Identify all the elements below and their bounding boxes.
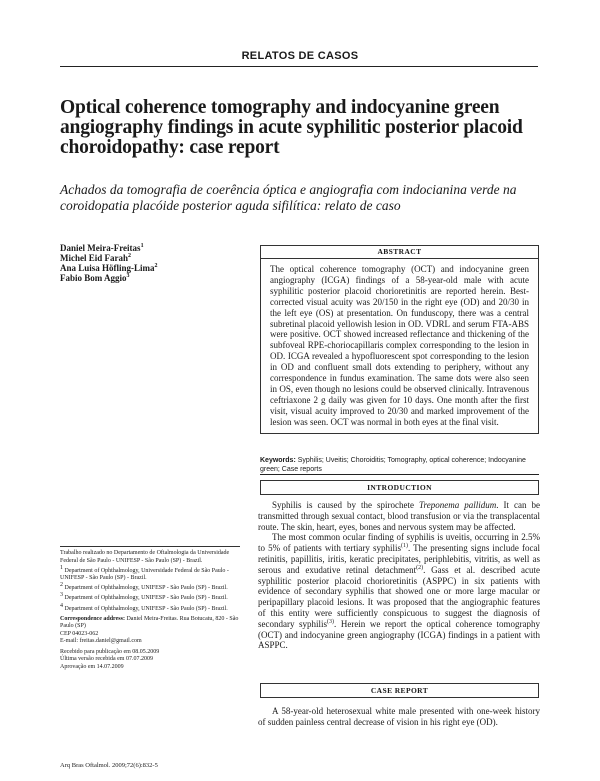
affiliation: 4 Department of Ophthalmology, UNIFESP - São Paulo (SP) - Brazil.	[60, 602, 228, 612]
author: Michel Eid Farah$^2$	[60, 253, 131, 263]
keywords	[260, 456, 539, 474]
header-rule	[60, 66, 538, 67]
notes-rule	[60, 546, 240, 547]
abstract-text: The optical coherence tomography (OCT) and indocyanine green angiography (ICGA) findings of a 58-year-old male with acute syphilitic posterior placoid chorioretinitis are reported herein. Best-corrected visual acuity was 20/150 in the right eye (OD) and 20/30 in the left eye (OS) at presentation. On funduscopy, there was a central subretinal placoid yellowish lesion in OD. VDRL and serum FTA-ABS were positive. OCT showed increased reflectance and thickening of the subfoveal RPE-choriocapillaris complex corresponding to the lesion in OD. ICGA revealed a hypofluorescent spot corresponding to the lesion in OD and confluent small dots extending to periphery, without any correspondence in fundus examination. The same dots were also seen in OS, even though no lesions could be observed clinically. Intravenous ceftriaxone 2 g daily was given for 10 days. One month after the first visit, visual acuity improved to 20/30 and marked improvement of the lesion was seen. OCT was normal in both eyes at the final visit.	[270, 264, 529, 427]
cep: CEP 04023-062	[60, 630, 99, 637]
keywords-text: Syphilis; Uveitis; Choroiditis; Tomography, optical coherence; Indocyanine green; Case reports	[260, 457, 526, 473]
introduction-body	[258, 500, 540, 651]
keywords-rule	[260, 474, 539, 475]
case-report-heading: CASE REPORT	[260, 683, 539, 698]
article-notes	[60, 550, 240, 674]
email: E-mail: freitas.daniel@gmail.com	[60, 638, 142, 645]
received-date: Recebido para publicação em 08.05.2009	[60, 648, 160, 655]
paragraph: A 58-year-old heterosexual white male presented with one-week history of sudden painless central decrease of vision in his right eye (OD).	[258, 706, 540, 727]
correspondence: Correspondence address: Daniel Meira-Freitas. Rua Botucatu, 820 - São Paulo (SP)	[60, 615, 239, 630]
case-report-body	[258, 706, 540, 728]
last-version-date: Última versão recebida em 07.07.2009	[60, 656, 153, 663]
author: Ana Luisa Höfling-Lima$^2$	[60, 263, 158, 273]
paragraph: The most common ocular finding of syphilis is uveitis, occurring in 2.5% to 5% of patients with tertiary syphilis$^{(1)}$. The presenting signs include focal retinitis, papillitis, iritis, keratic precipitates, periphlebitis, vitritis, as well as serous and exudative retinal detachment$^{(2)}$. Gass et al. described acute syphilitic posterior placoid chorioretinitis (ASPPC) in six patients with evidence of secondary syphilis that showed one or more large macular or peripapillary placoid lesions. It was proposed that the angiographic features of this entity were sufficiently conspicuous to suggest the diagnosis of secondary syphilis$^{(3)}$. Herein we report the optical coherence tomography (OCT) and indocyanine green angiography (ICGA) findings in a patient with ASPPC.	[258, 532, 540, 651]
approved-date: Aprovação em 14.07.2009	[60, 663, 124, 670]
article-subtitle: Achados da tomografia de coerência óptica e angiografia com indocianina verde na coroidopatia placóide posterior aguda sifilítica: relato de caso	[60, 182, 517, 213]
abstract-heading: ABSTRACT	[261, 246, 538, 259]
author: Daniel Meira-Freitas$^1$	[60, 243, 144, 253]
affiliation: 3 Department of Ophthalmology, UNIFESP - São Paulo (SP) - Brazil.	[60, 592, 228, 602]
keywords-label: Keywords:	[260, 457, 296, 464]
abstract-box	[260, 245, 539, 434]
author-list	[60, 243, 250, 283]
affiliation: 1 Department of Ophthalmology, Universidade Federal de São Paulo - UNIFESP - São Paulo (SP) - Brazil.	[60, 564, 229, 582]
paragraph: Syphilis is caused by the spirochete Treponema pallidum. It can be transmitted through sexual contact, blood transfusion or via the transplacental route. The skin, heart, eyes, bones and nervous system may be affected.	[258, 500, 540, 532]
affiliation: 2 Department of Ophthalmology, UNIFESP - São Paulo (SP) - Brazil.	[60, 582, 228, 592]
article-title: Optical coherence tomography and indocyanine green angiography findings in acute syphilitic posterior placoid choroidopathy: case report	[60, 97, 523, 158]
work-note: Trabalho realizado no Departamento de Oftalmologia da Universidade Federal de São Paulo - UNIFESP - São Paulo (SP) - Brazil.	[60, 550, 230, 564]
section-label: RELATOS DE CASOS	[241, 50, 359, 62]
author: Fabio Bom Aggio$^3$	[60, 273, 130, 283]
footer-citation: Arq Bras Oftalmol. 2009;72(6):832-5	[60, 762, 158, 769]
introduction-heading: INTRODUCTION	[260, 480, 539, 495]
